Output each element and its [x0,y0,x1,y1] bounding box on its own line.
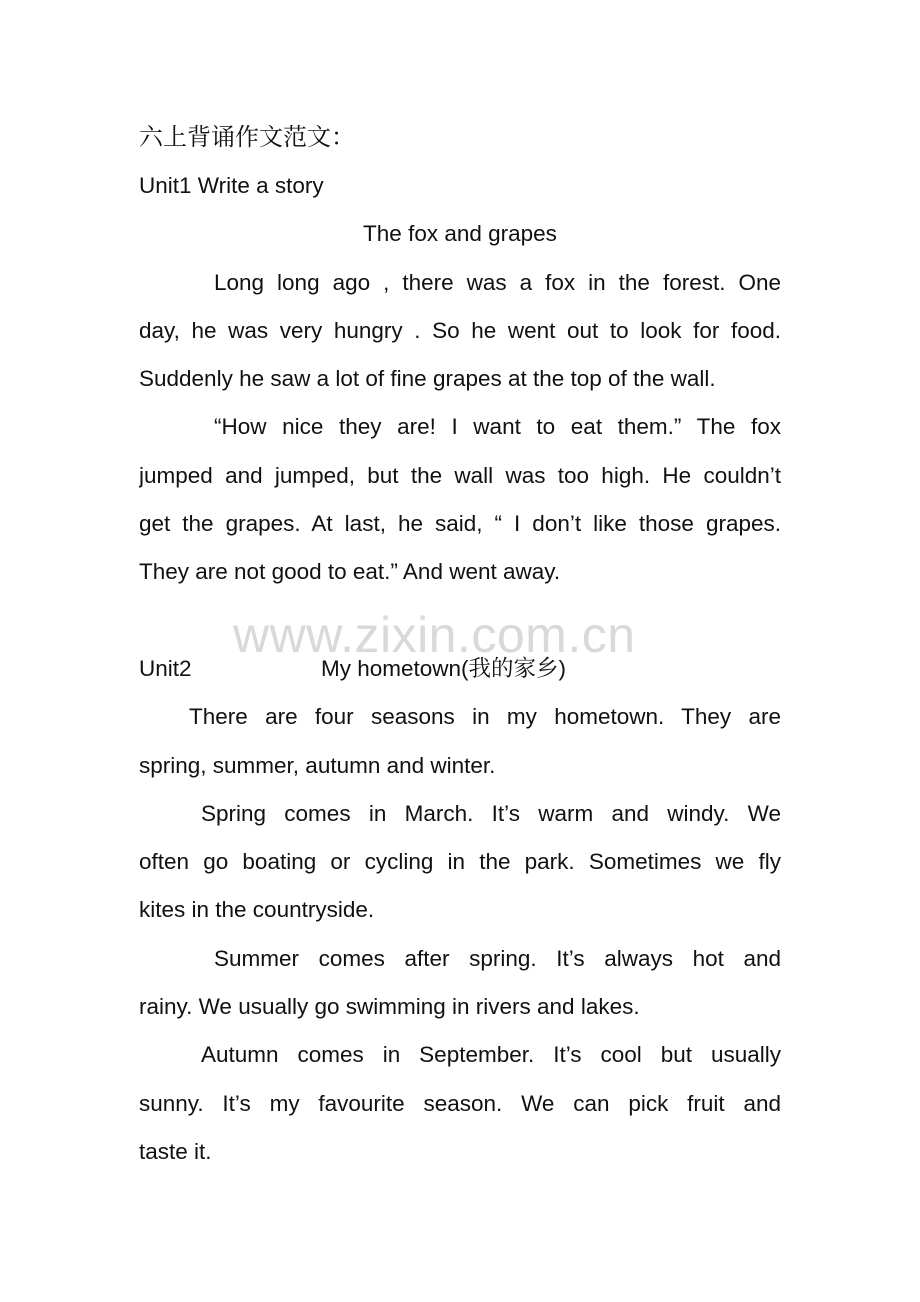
unit2-p4-line1: Autumn comes in September. It’s cool but usually [201,1042,781,1068]
unit2-header [139,645,781,693]
unit1-p2-line1: “How nice they are! I want to eat them.” The fox [214,414,781,440]
unit2-p3-line2: rainy. We usually go swimming in rivers and lakes. [139,994,640,1020]
unit2-p1-line1: There are four seasons in my hometown. They are [189,704,781,730]
unit1-p1-line2: day, he was very hungry . So he went out to look for food. [139,317,781,343]
unit2-p2-line2: often go boating or cycling in the park. Sometimes we fly [139,849,781,875]
unit1-p2-line3: get the grapes. At last, he said, “ I don’t like those grapes. [139,511,781,537]
unit2-p4-line3: taste it. [139,1138,212,1164]
unit2-p1-line2: spring, summer, autumn and winter. [139,752,496,778]
unit2-label: Unit2 [139,655,192,681]
unit1-label: Unit1 Write a story [139,173,324,198]
unit1-p1-line3: Suddenly he saw a lot of fine grapes at the top of the wall. [139,366,716,392]
unit1-p1-line1: Long long ago , there was a fox in the forest. One [214,269,781,295]
unit2-p4-line2: sunny. It’s my favourite season. We can pick fruit and [139,1090,781,1116]
unit1-p2-line4: They are not good to eat.” And went away. [139,559,561,585]
page-heading: 六上背诵作文范文： [139,123,355,151]
unit2-p2-line3: kites in the countryside. [139,897,375,923]
document-page [139,112,781,1176]
watermark-text: www.zixin.com.cn [233,607,636,663]
unit2-p3-line1: Summer comes after spring. It’s always hot and [214,945,781,971]
unit1-story-title: The fox and grapes [363,221,557,247]
unit1-p2-line2: jumped and jumped, but the wall was too high. He couldn’t [139,462,781,488]
section-gap [139,597,781,645]
unit2-title: My hometown(我的家乡) [321,655,567,681]
unit2-p2-line1: Spring comes in March. It’s warm and windy. We [201,800,781,826]
